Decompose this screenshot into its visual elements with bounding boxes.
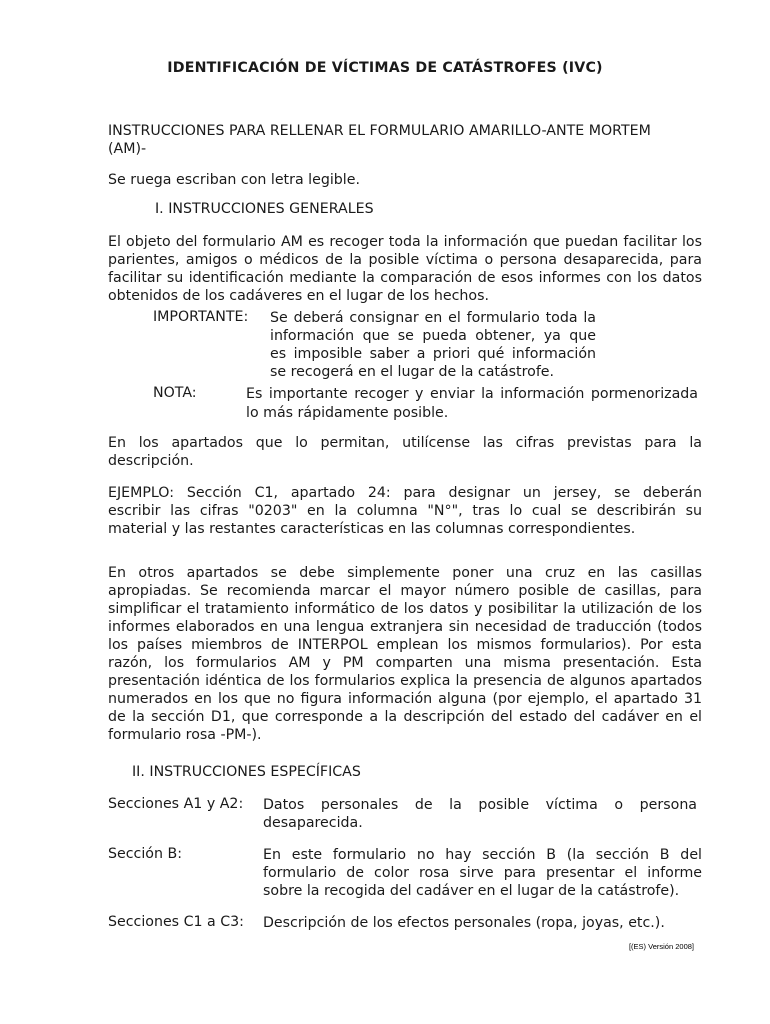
text-line: Es importante recoger y enviar la información pormenorizada [246, 386, 698, 402]
text-line: Datos personales de la posible víctima o persona [263, 797, 697, 813]
specific-text [263, 796, 697, 832]
specific-label: Secciones C1 a C3: [108, 914, 244, 930]
text-line: desaparecida. [263, 815, 363, 831]
text-line: apropiadas. Se recomienda marcar el mayor número posible de casillas, para [108, 583, 702, 599]
text-line: los países miembros de INTERPOL emplean los mismos formularios). Por esta [108, 637, 702, 653]
text-line: formulario rosa -PM-). [108, 727, 262, 743]
paragraph-checkboxes [108, 564, 702, 744]
specific-label: Sección B: [108, 846, 182, 862]
paragraph-purpose [108, 233, 702, 305]
text-line: facilitar su identificación mediante la comparación de esos informes con los datos [108, 270, 702, 286]
text-line: EJEMPLO: Sección C1, apartado 24: para designar un jersey, se deberán [108, 485, 702, 501]
text-line: material y las restantes características en las columnas correspondientes. [108, 521, 636, 537]
section-title-general: I. INSTRUCCIONES GENERALES [155, 201, 374, 217]
text-line: sobre la recogida del cadáver en el lugar de la catástrofe). [263, 883, 680, 899]
text-line: numerados en los que no figura información alguna (por ejemplo, el apartado 31 [108, 691, 702, 707]
text-line: En los apartados que lo permitan, utilícense las cifras previstas para la [108, 435, 702, 451]
text-line: presentación idéntica de los formularios explica la presencia de algunos apartados [108, 673, 702, 689]
important-label: IMPORTANTE: [153, 309, 249, 325]
specific-text [263, 914, 702, 932]
text-line: razón, los formularios AM y PM comparten una misma presentación. Esta [108, 655, 702, 671]
text-line: de la sección D1, que corresponde a la descripción del estado del cadáver en el [108, 709, 702, 725]
text-line: lo más rápidamente posible. [246, 405, 449, 421]
section-title-specific: II. INSTRUCCIONES ESPECÍFICAS [132, 764, 361, 780]
legible-note: Se ruega escriban con letra legible. [108, 172, 360, 188]
text-line: parientes, amigos o médicos de la posible víctima o persona desaparecida, para [108, 252, 702, 268]
text-line: obtenidos de los cadáveres en el lugar de los hechos. [108, 288, 489, 304]
text-line: En este formulario no hay sección B (la sección B del [263, 847, 702, 863]
text-line: información que se pueda obtener, ya que [270, 328, 596, 344]
text-line: escribir las cifras "0203" en la columna "N°", tras lo cual se describirán su [108, 503, 702, 519]
text-line: El objeto del formulario AM es recoger toda la información que puedan facilitar los [108, 234, 702, 250]
form-heading-line: INSTRUCCIONES PARA RELLENAR EL FORMULARIO AMARILLO-ANTE MORTEM [108, 123, 651, 139]
text-line: descripción. [108, 453, 194, 469]
text-line: es imposible saber a priori qué información [270, 346, 596, 362]
text-line: Descripción de los efectos personales (ropa, joyas, etc.). [263, 915, 665, 931]
important-text [270, 309, 596, 381]
text-line: simplificar el tratamiento informático de los datos y posibilitar la utilización de los [108, 601, 702, 617]
document-title: IDENTIFICACIÓN DE VÍCTIMAS DE CATÁSTROFES (IVC) [167, 60, 603, 76]
specific-label: Secciones A1 y A2: [108, 796, 244, 812]
text-line: En otros apartados se debe simplemente poner una cruz en las casillas [108, 565, 702, 581]
form-heading-line: (AM)- [108, 141, 147, 157]
version-footer: [(ES) Versión 2008] [628, 942, 694, 951]
text-line: formulario de color rosa sirve para presentar el informe [263, 865, 702, 881]
paragraph-example [108, 484, 702, 538]
text-line: Se deberá consignar en el formulario toda la [270, 310, 596, 326]
text-line: se recogerá en el lugar de la catástrofe. [270, 364, 555, 380]
nota-text [246, 385, 698, 423]
nota-label: NOTA: [153, 385, 197, 401]
form-heading [108, 122, 702, 158]
specific-text [263, 846, 702, 900]
text-line: informes elaborados en una lengua extranjera sin necesidad de traducción (todos [108, 619, 702, 635]
paragraph-figures [108, 434, 702, 470]
